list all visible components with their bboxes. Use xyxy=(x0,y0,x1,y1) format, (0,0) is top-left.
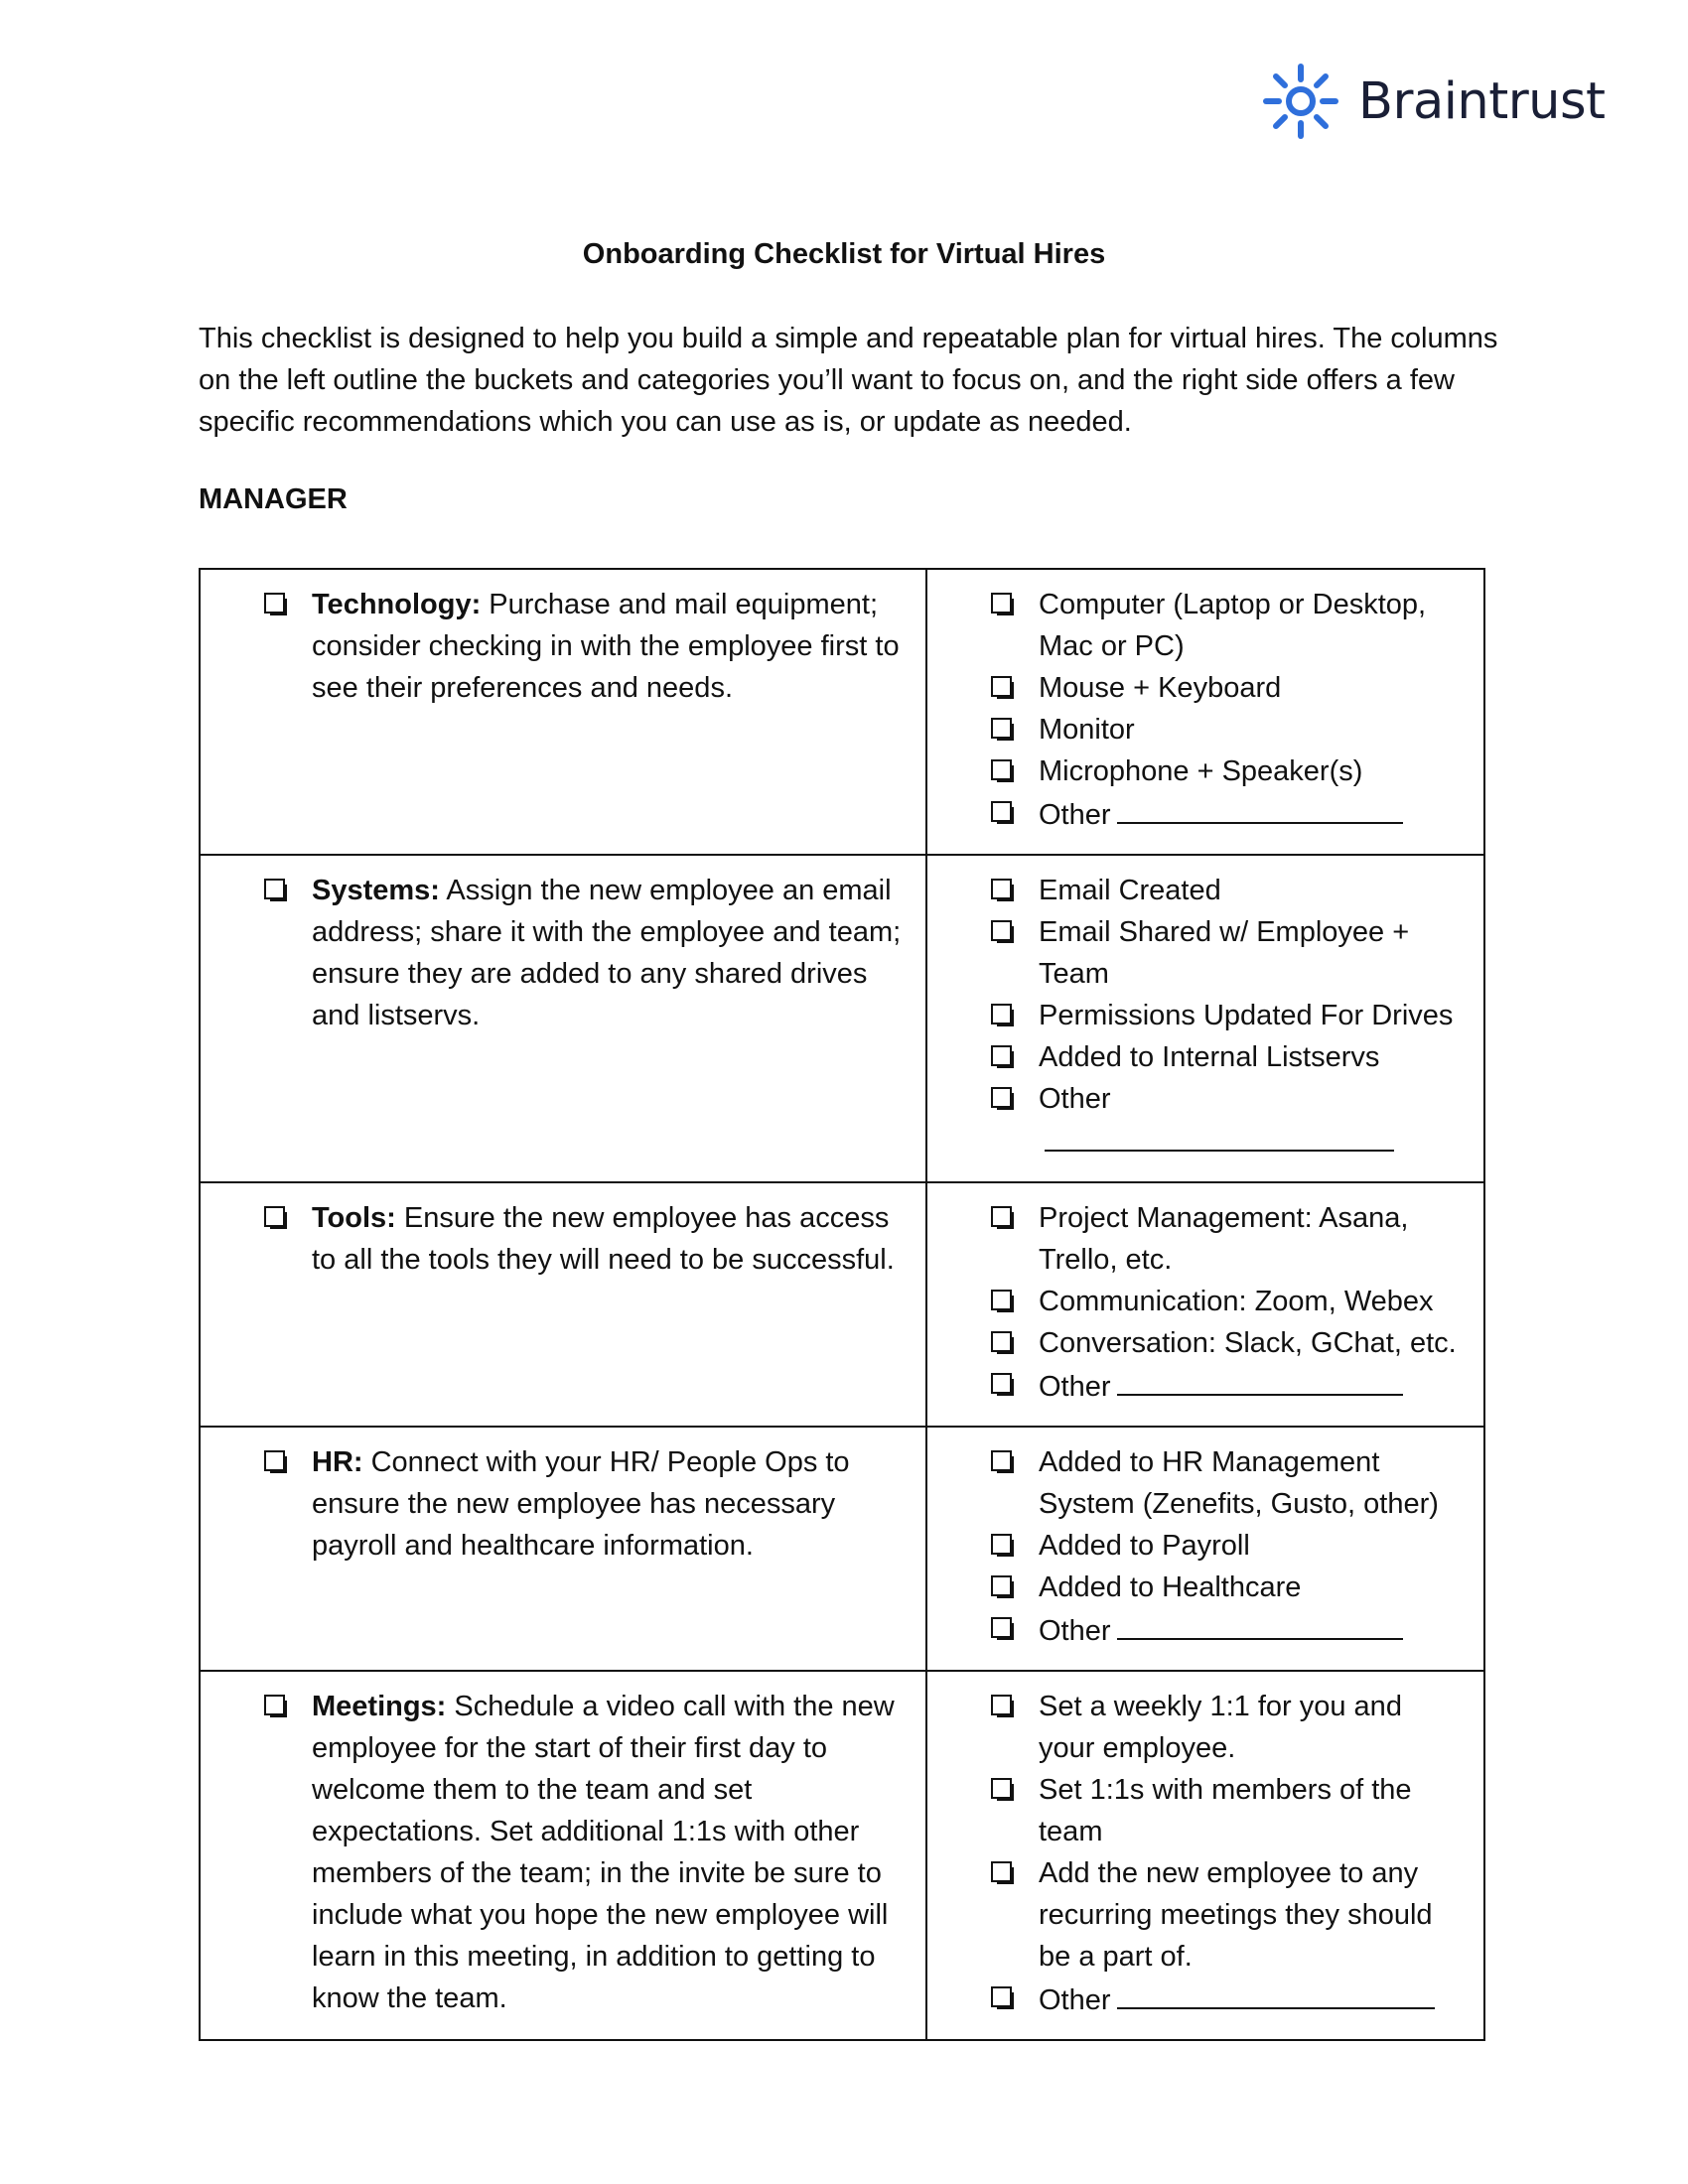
page-title: Onboarding Checklist for Virtual Hires xyxy=(582,238,1106,270)
checkbox-icon[interactable] xyxy=(991,718,1015,742)
checkbox-icon[interactable] xyxy=(991,1778,1015,1802)
checkbox-icon[interactable] xyxy=(991,593,1015,616)
checkbox-icon[interactable] xyxy=(991,1695,1015,1718)
fill-in-blank[interactable] xyxy=(1045,1120,1394,1152)
category-lead: HR: xyxy=(312,1446,363,1478)
recommendation-item[interactable] xyxy=(991,1036,1466,1078)
recommendation-text: Added to Internal Listservs xyxy=(1039,1041,1380,1073)
recommendation-cell xyxy=(926,1671,1484,2040)
recommendation-text: Other xyxy=(1039,1984,1111,2016)
checkbox-icon[interactable] xyxy=(991,1004,1015,1027)
checklist-row-hr xyxy=(200,1427,1484,1671)
recommendation-text: Added to Payroll xyxy=(1039,1530,1250,1562)
recommendation-cell xyxy=(926,1427,1484,1671)
checkbox-icon[interactable] xyxy=(991,879,1015,902)
recommendation-item[interactable] xyxy=(991,1197,1466,1281)
checkbox-icon[interactable] xyxy=(991,1373,1015,1397)
category-cell xyxy=(200,855,926,1182)
category-description: Connect with your HR/ People Ops to ensure the new employee has necessary payroll and healthcare information. xyxy=(312,1446,850,1562)
checklist-row-meetings xyxy=(200,1671,1484,2040)
category-cell xyxy=(200,1671,926,2040)
category-item[interactable] xyxy=(264,870,908,1036)
recommendation-item-other[interactable] xyxy=(991,1978,1466,2021)
category-cell xyxy=(200,1182,926,1427)
recommendation-item[interactable] xyxy=(991,709,1466,751)
recommendation-item[interactable] xyxy=(991,751,1466,792)
recommendation-item-other[interactable] xyxy=(991,792,1466,836)
recommendation-text: Project Management: Asana, Trello, etc. xyxy=(1039,1202,1409,1276)
checkbox-icon[interactable] xyxy=(991,759,1015,783)
recommendation-text: Email Shared w/ Employee + Team xyxy=(1039,916,1410,990)
recommendation-text: Set 1:1s with members of the team xyxy=(1039,1774,1412,1847)
checklist-row-tools xyxy=(200,1182,1484,1427)
recommendation-item[interactable] xyxy=(991,1686,1466,1769)
checkbox-icon[interactable] xyxy=(264,1695,288,1718)
recommendation-item[interactable] xyxy=(991,911,1466,995)
checkbox-icon[interactable] xyxy=(991,1087,1015,1111)
recommendation-item[interactable] xyxy=(991,1322,1466,1364)
recommendation-text: Permissions Updated For Drives xyxy=(1039,1000,1454,1031)
recommendation-text: Added to Healthcare xyxy=(1039,1571,1302,1603)
checkbox-icon[interactable] xyxy=(991,1986,1015,2010)
recommendation-text: Set a weekly 1:1 for you and your employee. xyxy=(1039,1691,1402,1764)
recommendation-text: Email Created xyxy=(1039,875,1221,906)
recommendation-item-other[interactable] xyxy=(991,1078,1466,1163)
category-item[interactable] xyxy=(264,1197,908,1281)
category-description: Purchase and mail equipment; consider checking in with the employee first to see their preferences and needs. xyxy=(312,589,900,704)
sun-gear-logo-icon xyxy=(1261,62,1340,141)
category-lead: Meetings: xyxy=(312,1691,447,1722)
checkbox-icon[interactable] xyxy=(991,1534,1015,1558)
recommendation-item[interactable] xyxy=(991,584,1466,667)
checkbox-icon[interactable] xyxy=(264,593,288,616)
checkbox-icon[interactable] xyxy=(264,1450,288,1474)
recommendation-text: Microphone + Speaker(s) xyxy=(1039,755,1363,787)
recommendation-item[interactable] xyxy=(991,1852,1466,1978)
recommendation-text: Other xyxy=(1039,1083,1111,1115)
recommendation-cell xyxy=(926,855,1484,1182)
category-item[interactable] xyxy=(264,1686,908,2019)
checkbox-icon[interactable] xyxy=(264,1206,288,1230)
checkbox-icon[interactable] xyxy=(991,1450,1015,1474)
checkbox-icon[interactable] xyxy=(991,1861,1015,1885)
checkbox-icon[interactable] xyxy=(991,1290,1015,1313)
recommendation-item[interactable] xyxy=(991,870,1466,911)
recommendation-text: Conversation: Slack, GChat, etc. xyxy=(1039,1327,1457,1359)
recommendation-text: Mouse + Keyboard xyxy=(1039,672,1282,704)
recommendation-text: Computer (Laptop or Desktop, Mac or PC) xyxy=(1039,589,1427,662)
category-item[interactable] xyxy=(264,1441,908,1567)
checkbox-icon[interactable] xyxy=(991,801,1015,825)
checkbox-icon[interactable] xyxy=(264,879,288,902)
checklist-row-technology xyxy=(200,569,1484,855)
category-description: Schedule a video call with the new employee for the start of their first day to welcome them to the team and set expectations. Set additional 1:1s with other members of the team; in the invite be sure to include what you hope the new employee will learn in this meeting, in addition to getting to know the team. xyxy=(312,1691,895,2014)
recommendation-text: Add the new employee to any recurring meetings they should be a part of. xyxy=(1039,1857,1433,1973)
category-lead: Tools: xyxy=(312,1202,396,1234)
fill-in-blank[interactable] xyxy=(1117,1608,1403,1640)
recommendation-text: Communication: Zoom, Webex xyxy=(1039,1286,1434,1317)
brand-name: Braintrust xyxy=(1358,71,1606,131)
checkbox-icon[interactable] xyxy=(991,676,1015,700)
recommendation-cell xyxy=(926,569,1484,855)
recommendation-item[interactable] xyxy=(991,995,1466,1036)
category-item[interactable] xyxy=(264,584,908,709)
category-cell xyxy=(200,1427,926,1671)
checkbox-icon[interactable] xyxy=(991,1575,1015,1599)
recommendation-item-other[interactable] xyxy=(991,1364,1466,1408)
checkbox-icon[interactable] xyxy=(991,1617,1015,1641)
recommendation-item[interactable] xyxy=(991,1441,1466,1525)
recommendation-item[interactable] xyxy=(991,667,1466,709)
intro-paragraph: This checklist is designed to help you build a simple and repeatable plan for virtual hires. The columns on the left outline the buckets and categories you’ll want to focus on, and the right side offers a few specific recommendations which you can use as is, or update as needed. xyxy=(199,323,1498,438)
recommendation-item[interactable] xyxy=(991,1525,1466,1567)
checkbox-icon[interactable] xyxy=(991,1331,1015,1355)
fill-in-blank[interactable] xyxy=(1117,1978,1435,2009)
checklist-table xyxy=(199,568,1485,2041)
category-lead: Technology: xyxy=(312,589,482,620)
category-description: Assign the new employee an email address; share it with the employee and team; ensure they are added to any shared drives and listservs. xyxy=(312,875,902,1031)
recommendation-cell xyxy=(926,1182,1484,1427)
recommendation-item[interactable] xyxy=(991,1281,1466,1322)
recommendation-text: Other xyxy=(1039,1615,1111,1647)
checkbox-icon[interactable] xyxy=(991,920,1015,944)
checkbox-icon[interactable] xyxy=(991,1206,1015,1230)
fill-in-blank[interactable] xyxy=(1117,792,1403,824)
recommendation-item[interactable] xyxy=(991,1769,1466,1852)
recommendation-text: Other xyxy=(1039,799,1111,831)
checklist-row-systems xyxy=(200,855,1484,1182)
recommendation-item[interactable] xyxy=(991,1567,1466,1608)
category-description: Ensure the new employee has access to all the tools they will need to be successful. xyxy=(312,1202,895,1276)
section-heading: MANAGER xyxy=(199,483,348,515)
brand-logo xyxy=(1261,62,1606,141)
checkbox-icon[interactable] xyxy=(991,1045,1015,1069)
recommendation-text: Added to HR Management System (Zenefits, Gusto, other) xyxy=(1039,1446,1439,1520)
recommendation-item-other[interactable] xyxy=(991,1608,1466,1652)
recommendation-text: Other xyxy=(1039,1371,1111,1403)
category-cell xyxy=(200,569,926,855)
category-lead: Systems: xyxy=(312,875,440,906)
recommendation-text: Monitor xyxy=(1039,714,1135,746)
fill-in-blank[interactable] xyxy=(1117,1364,1403,1396)
